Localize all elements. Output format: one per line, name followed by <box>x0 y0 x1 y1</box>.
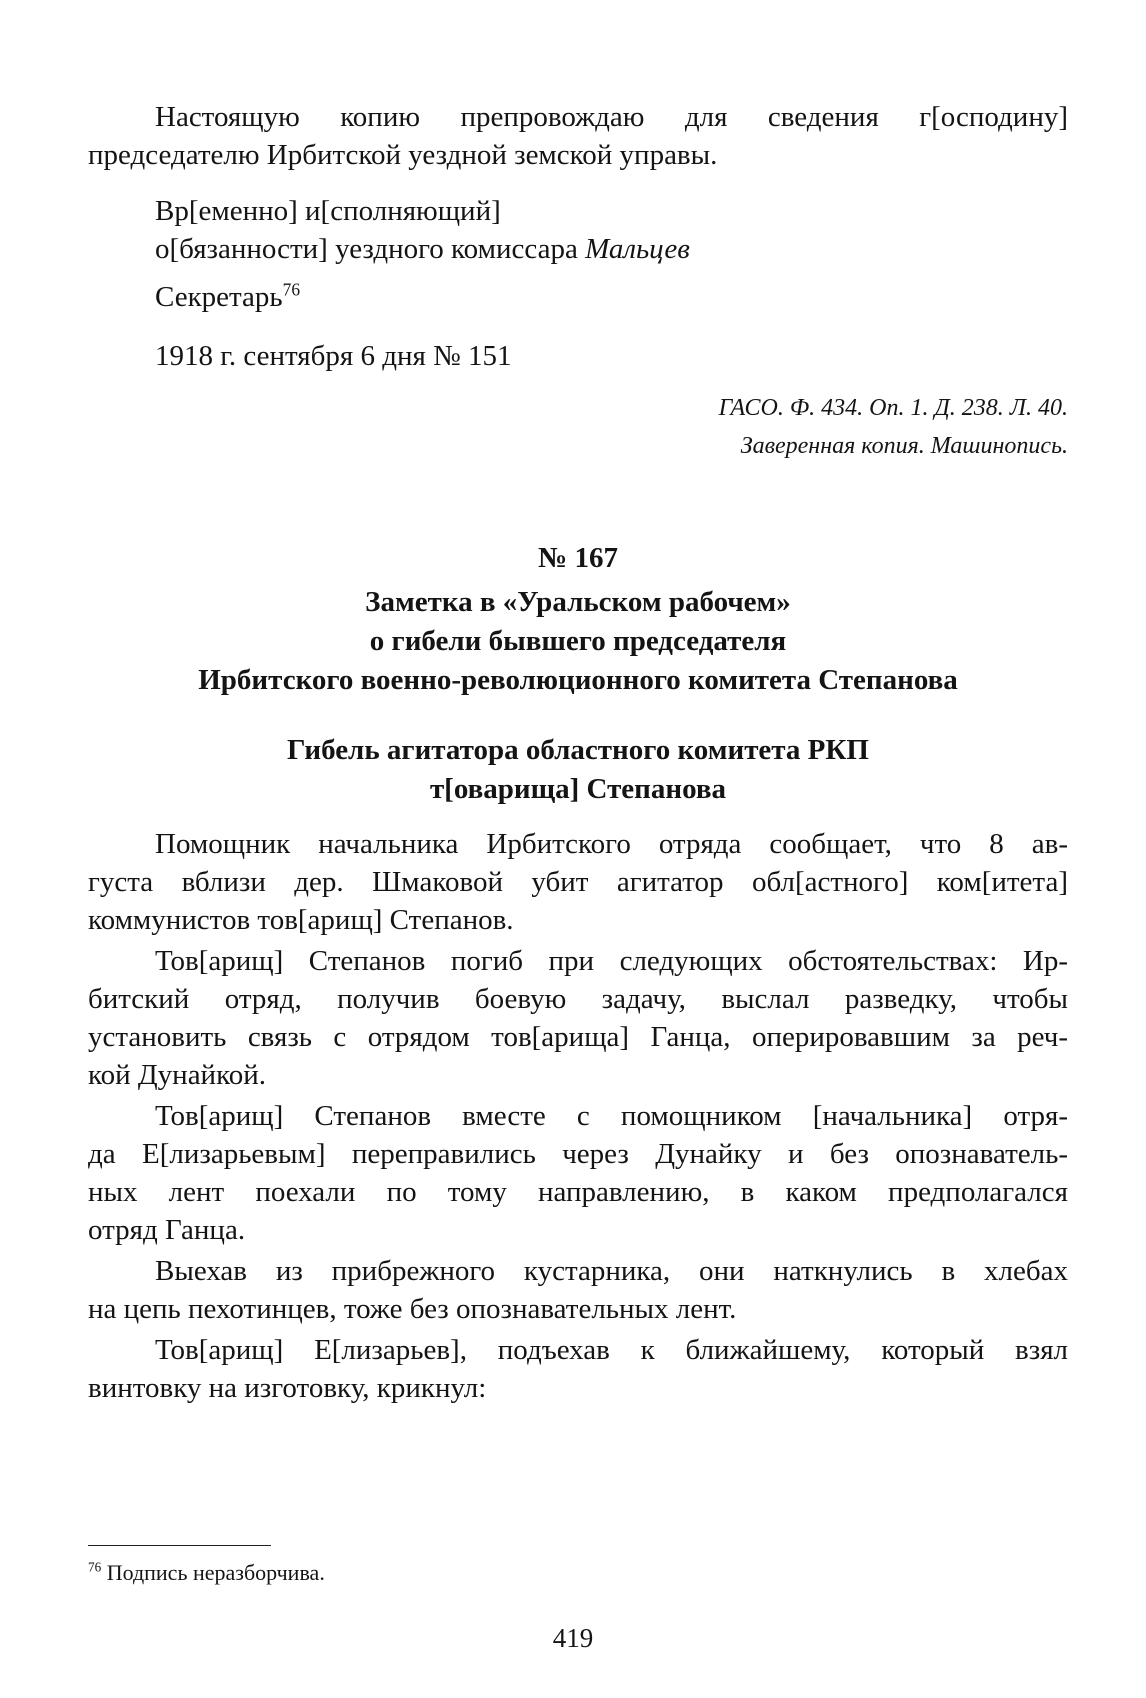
document-title-line-2: о гибели бывшего председателя <box>369 625 787 657</box>
paragraph-2-line-1: Тов[арищ] Степанов погиб при следующих обстоятельствах: Ир- <box>155 945 1068 977</box>
paragraph-5-line-1: Тов[арищ] Е[лизарьев], подъехав к ближайшему, который взял <box>155 1334 1068 1366</box>
signature-position-line-2 <box>88 231 1068 269</box>
footnote-separator <box>88 1545 271 1546</box>
signature-position-line-1: Вр[еменно] и[сполняющий] <box>155 195 501 227</box>
paragraph-3-line-3: ных лент поехали по тому направлению, в каком предполагался <box>88 1176 1068 1208</box>
footnote-reference: 76 <box>282 279 301 300</box>
page-number: 419 <box>552 1623 594 1653</box>
paragraph-1-line-3: коммунистов тов[арищ] Степанов. <box>88 904 514 936</box>
copy-note: Заверенная копия. Машинопись. <box>740 433 1068 459</box>
paragraph-2-line-4: кой Дунайкой. <box>88 1059 266 1091</box>
footnote-text: Подпись неразборчива. <box>106 1560 325 1585</box>
signatory-name: Мальцев <box>585 233 690 265</box>
cover-letter-line-1: Настоящую копию препровождаю для сведения г[осподину] <box>155 101 1068 133</box>
paragraph-4-line-1: Выехав из прибрежного кустарника, они наткнулись в хлебах <box>155 1255 1068 1287</box>
document-title-line-3: Ирбитского военно-революционного комитета Степанова <box>198 664 958 696</box>
footnote <box>88 1560 325 1586</box>
paragraph-4-line-2: на цепь пехотинцев, тоже без опознавательных лент. <box>88 1293 737 1325</box>
paragraph-5-line-2: винтовку на изготовку, крикнул: <box>88 1372 487 1404</box>
paragraph-1-line-2: густа вблизи дер. Шмаковой убит агитатор обл[астного] ком[итета] <box>88 866 1068 898</box>
paragraph-2-line-2: битский отряд, получив боевую задачу, выслал разведку, чтобы <box>88 983 1068 1015</box>
paragraph-3-line-4: отряд Ганца. <box>88 1214 246 1246</box>
paragraph-2-line-3: установить связь с отрядом тов[арища] Ганца, оперировавшим за реч- <box>88 1021 1068 1053</box>
cover-letter-line-2: председателю Ирбитской уездной земской управы. <box>88 139 718 171</box>
document-number: № 167 <box>538 542 618 574</box>
paragraph-3-line-1: Тов[арищ] Степанов вместе с помощником [начальника] отря- <box>155 1100 1068 1132</box>
signature-position-text: о[бязанности] уездного комиссара <box>155 233 578 265</box>
article-headline-line-2: т[оварища] Степанова <box>429 773 727 805</box>
article-headline-line-1: Гибель агитатора областного комитета РКП <box>287 734 869 766</box>
paragraph-3-line-2: да Е[лизарьевым] переправились через Дунайку и без опознаватель- <box>88 1138 1068 1170</box>
date-line: 1918 г. сентября 6 дня № 151 <box>155 340 512 372</box>
document-title-line-1: Заметка в «Уральском рабочем» <box>365 586 791 618</box>
footnote-mark: 76 <box>88 1559 102 1575</box>
secretary-label: Секретарь <box>155 281 283 313</box>
secretary-line <box>88 279 1068 317</box>
paragraph-1-line-1: Помощник начальника Ирбитского отряда сообщает, что 8 ав- <box>155 828 1068 860</box>
archive-reference: ГАСО. Ф. 434. Оп. 1. Д. 238. Л. 40. <box>718 395 1068 421</box>
